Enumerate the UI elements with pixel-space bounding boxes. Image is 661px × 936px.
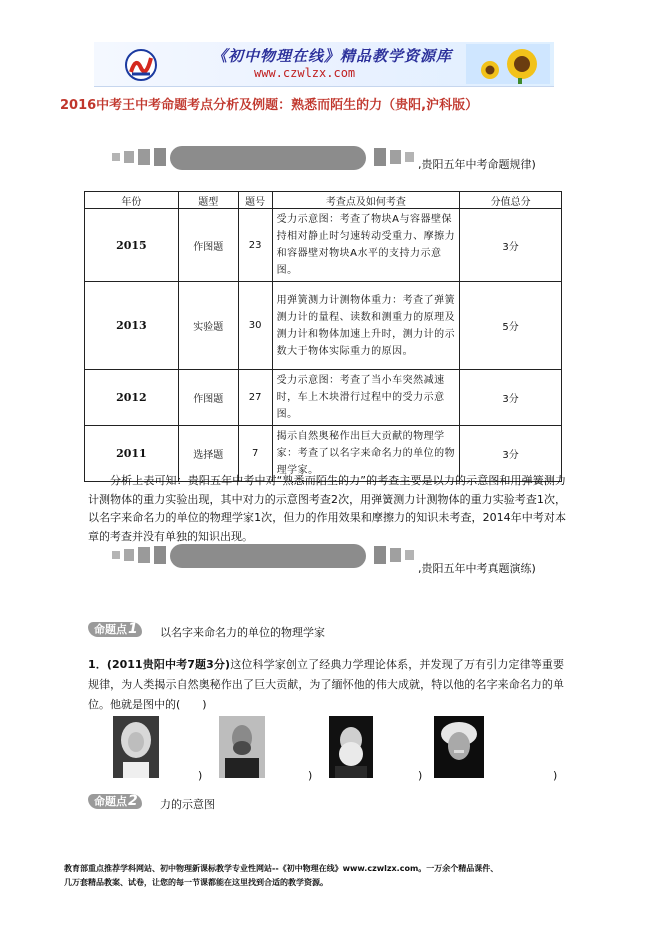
decor-square xyxy=(112,551,120,559)
option-b-paren: ) xyxy=(308,769,313,782)
decor-square xyxy=(154,148,166,166)
cell-year: 2012 xyxy=(85,370,179,426)
portrait-option-a[interactable] xyxy=(113,716,159,778)
cell-type: 实验题 xyxy=(178,282,238,370)
decor-square xyxy=(405,152,414,162)
scientist-portrait-icon xyxy=(219,716,265,778)
section-pill xyxy=(170,146,366,170)
table-header-row xyxy=(85,192,562,209)
decor-square xyxy=(405,550,414,560)
cell-year: 2013 xyxy=(85,282,179,370)
point-label-1: 以名字来命名力的单位的物理学家 xyxy=(160,626,325,639)
section-pill xyxy=(170,544,366,568)
cell-year: 2011 xyxy=(85,426,179,482)
table-row xyxy=(85,282,562,370)
decor-square xyxy=(374,546,386,564)
page-footer xyxy=(64,862,604,890)
footer-line-1: 教育部重点推荐学科网站、初中物理新课标教学专业性网站--《初中物理在线》www.czwlzx.com。一万余个精品课件、 xyxy=(64,864,499,873)
decor-square xyxy=(138,547,150,563)
cell-desc: 受力示意图：考查了当小车突然减速时，车上木块滑行过程中的受力示意图。 xyxy=(272,370,460,426)
sunflower-icon xyxy=(466,44,550,84)
section-header-rules xyxy=(112,148,572,174)
cell-score: 3分 xyxy=(460,209,562,282)
cell-type: 作图题 xyxy=(178,370,238,426)
col-header-year: 年份 xyxy=(85,192,179,209)
analysis-paragraph: 分析上表可知：贵阳五年中考中对“熟悉而陌生的力”的考查主要是以力的示意图和用弹簧测力计测物体的重力实验出现，其中对力的示意图考查2次，用弹簧测力计测物体的重力实验考查1次，以名字来命名力的单位的物理学家1次，但力的作用效果和摩擦力的知识未考查，2014年中考对本章的考查并没有单独的知识出现。 xyxy=(88,474,566,543)
section-label-practice: ,贵阳五年中考真题演练) xyxy=(418,562,536,575)
decor-square xyxy=(390,548,401,562)
col-header-desc: 考查点及如何考查 xyxy=(272,192,460,209)
cell-year: 2015 xyxy=(85,209,179,282)
cell-type: 作图题 xyxy=(178,209,238,282)
scientist-portrait-icon xyxy=(113,716,159,778)
point-tag-number: 2 xyxy=(128,793,138,809)
decor-square xyxy=(124,151,134,163)
cell-desc: 受力示意图：考查了物块A与容器壁保持相对静止时匀速转动受重力、摩擦力和容器壁对物块A水平的支持力示意图。 xyxy=(272,209,460,282)
cell-num: 30 xyxy=(238,282,272,370)
point-tag-2 xyxy=(88,794,142,809)
decor-square xyxy=(138,149,150,165)
site-banner xyxy=(94,42,554,87)
table-row xyxy=(85,370,562,426)
decor-square xyxy=(124,549,134,561)
decor-square xyxy=(390,150,401,164)
decor-square xyxy=(112,153,120,161)
section-header-practice xyxy=(112,546,572,575)
col-header-score: 分值总分 xyxy=(460,192,562,209)
question-text: 这位科学家创立了经典力学理论体系，并发现了万有引力定律等重要规律，为人类揭示自然奥秘作出了巨大贡献，为了缅怀他的伟大成就，特以他的名字来命名力的单位。他就是图中的( ) xyxy=(88,658,564,711)
portrait-option-c[interactable] xyxy=(329,716,373,778)
question-1 xyxy=(88,655,564,715)
portrait-option-b[interactable] xyxy=(219,716,265,778)
option-d-paren: ) xyxy=(553,769,558,782)
banner-url[interactable]: www.czwlzx.com xyxy=(254,66,356,80)
exam-rules-table xyxy=(84,191,562,482)
col-header-type: 题型 xyxy=(178,192,238,209)
cell-num: 7 xyxy=(238,426,272,482)
cell-score: 3分 xyxy=(460,426,562,482)
decor-square xyxy=(154,546,166,564)
cell-score: 3分 xyxy=(460,370,562,426)
cell-score: 5分 xyxy=(460,282,562,370)
cell-num: 27 xyxy=(238,370,272,426)
site-logo-icon xyxy=(124,48,158,82)
question-number: 1． xyxy=(88,658,107,671)
point-tag-1 xyxy=(88,622,142,637)
cell-num: 23 xyxy=(238,209,272,282)
point-tag-text: 命题点 xyxy=(94,795,127,808)
banner-title: 《初中物理在线》精品教学资源库 xyxy=(212,47,453,65)
portrait-option-d[interactable] xyxy=(434,716,484,778)
decor-square xyxy=(374,148,386,166)
col-header-num: 题号 xyxy=(238,192,272,209)
page-title: 2016中考王中考命题考点分析及例题：熟悉而陌生的力（贵阳,沪科版） xyxy=(60,98,479,113)
option-c-paren: ) xyxy=(418,769,423,782)
table-row xyxy=(85,209,562,282)
cell-desc: 用弹簧测力计测物体重力：考查了弹簧测力计的量程、读数和测重力的原理及测力计和物体加速上升时，测力计的示数大于物体实际重力的原因。 xyxy=(272,282,460,370)
question-source: (2011贵阳中考7题3分) xyxy=(106,658,231,671)
cell-desc: 揭示自然奥秘作出巨大贡献的物理学家：考查了以名字来命名力的单位的物理学家。 xyxy=(272,426,460,482)
footer-line-2: 几万套精品教案、试卷，让您的每一节课都能在这里找到合适的教学资源。 xyxy=(64,878,328,887)
point-label-2: 力的示意图 xyxy=(160,798,215,811)
cell-type: 选择题 xyxy=(178,426,238,482)
point-tag-text: 命题点 xyxy=(94,623,127,636)
option-a-paren: ) xyxy=(198,769,203,782)
scientist-portrait-icon xyxy=(329,716,373,778)
scientist-portrait-icon xyxy=(434,716,484,778)
section-label-rules: ,贵阳五年中考命题规律) xyxy=(418,158,536,171)
point-tag-number: 1 xyxy=(128,621,138,637)
